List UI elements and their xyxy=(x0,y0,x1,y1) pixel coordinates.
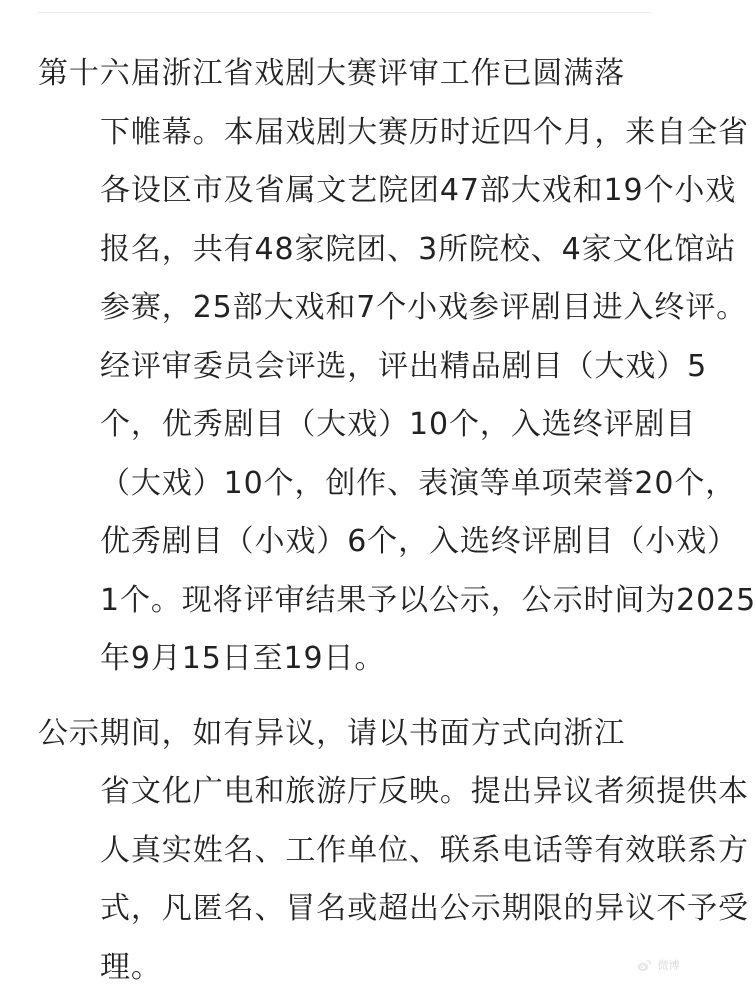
top-divider xyxy=(38,12,652,13)
announcement-paragraph-1 xyxy=(38,45,654,689)
announcement-paragraph-2 xyxy=(38,705,654,997)
paragraph-1-line-8: （大戏）10个，创作、表演等单项荣誉20个， xyxy=(38,455,654,514)
paragraph-1-line-4: 报名，共有48家院团、3所院校、4家文化馆站 xyxy=(38,221,654,280)
watermark-text: 微博 xyxy=(658,957,680,973)
paragraph-1-line-1: 第十六届浙江省戏剧大赛评审工作已圆满落 xyxy=(38,45,654,104)
paragraph-2-line-4: 式，凡匿名、冒名或超出公示期限的异议不予受 xyxy=(38,880,654,939)
paragraph-2-line-3: 人真实姓名、工作单位、联系电话等有效联系方 xyxy=(38,822,654,881)
weibo-icon xyxy=(636,957,652,973)
paragraph-1-line-6: 经评审委员会评选，评出精品剧目（大戏）5 xyxy=(38,338,654,397)
paragraph-1-line-3: 各设区市及省属文艺院团47部大戏和19个小戏 xyxy=(38,162,654,221)
article-body xyxy=(38,45,654,997)
paragraph-1-line-11: 年9月15日至19日。 xyxy=(38,630,654,689)
paragraph-1-line-2: 下帷幕。本届戏剧大赛历时近四个月，来自全省 xyxy=(38,104,654,163)
weibo-watermark xyxy=(636,957,680,973)
paragraph-2-line-2: 省文化广电和旅游厅反映。提出异议者须提供本 xyxy=(38,763,654,822)
paragraph-1-line-9: 优秀剧目（小戏）6个，入选终评剧目（小戏） xyxy=(38,513,654,572)
paragraph-1-line-10: 1个。现将评审结果予以公示，公示时间为2025 xyxy=(38,572,654,631)
paragraph-1-line-5: 参赛，25部大戏和7个小戏参评剧目进入终评。 xyxy=(38,279,654,338)
paragraph-2-line-1: 公示期间，如有异议，请以书面方式向浙江 xyxy=(38,705,654,764)
paragraph-2-line-5: 理。 xyxy=(38,939,654,997)
paragraph-1-line-7: 个，优秀剧目（大戏）10个，入选终评剧目 xyxy=(38,396,654,455)
